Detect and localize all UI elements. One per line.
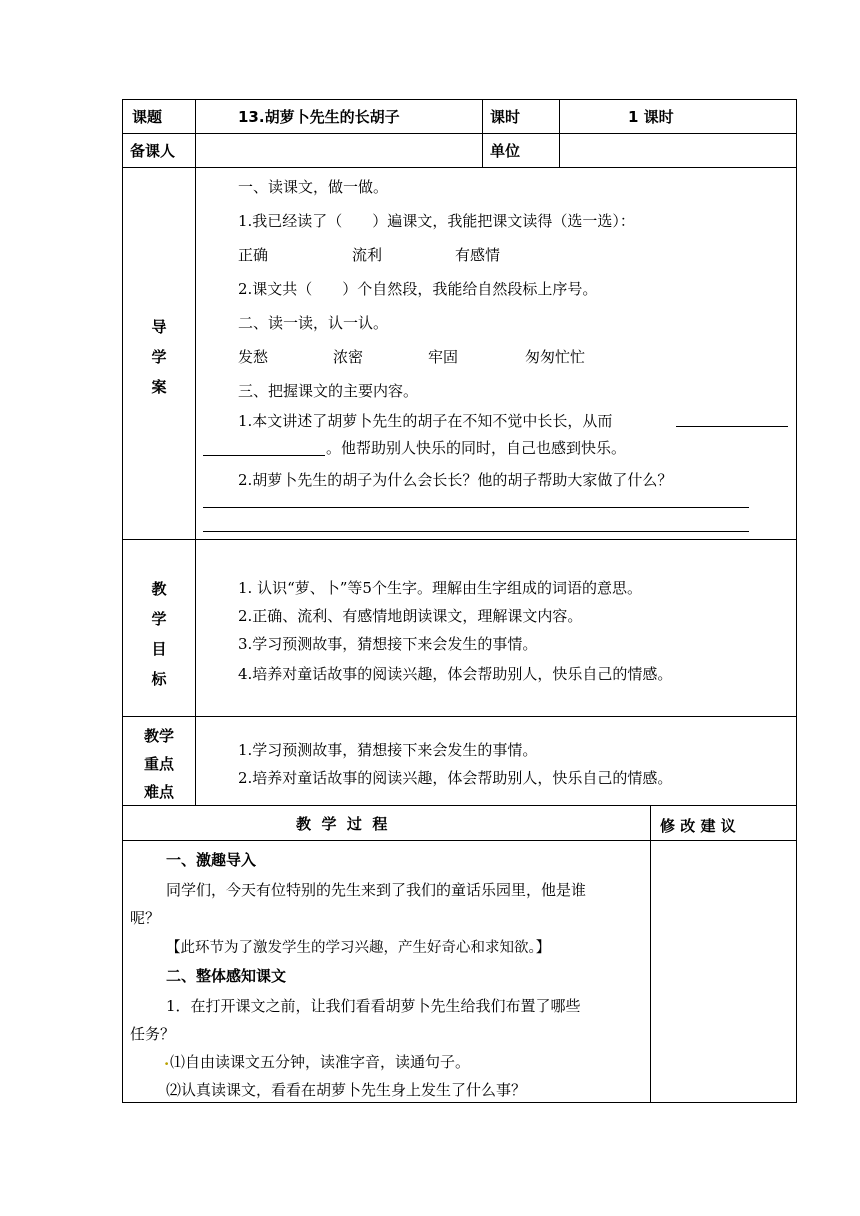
goal-item: 2.正确、流利、有感情地朗读课文，理解课文内容。 — [238, 607, 583, 625]
guide-option: 流利 — [352, 246, 383, 264]
guide-question-2: 2.课文共（ ）个自然段，我能给自然段标上序号。 — [238, 280, 598, 298]
guide-word: 浓密 — [333, 348, 364, 366]
guide-label — [144, 312, 174, 402]
goal-item: 1. 认识“萝、卜”等5个生字。理解由生字组成的词语的意思。 — [238, 579, 642, 597]
topic-value: 13.胡萝卜先生的长胡子 — [238, 108, 400, 126]
keypoints-label — [137, 722, 181, 806]
rule — [122, 539, 797, 540]
guide-option: 有感情 — [455, 246, 501, 264]
goals-label-char: 学 — [151, 610, 167, 628]
rule — [650, 805, 651, 1103]
answer-blank — [203, 455, 325, 456]
keypoints-label-line: 重点 — [143, 755, 174, 773]
rule — [122, 1102, 797, 1103]
topic-label: 课题 — [132, 108, 163, 126]
guide-word: 牢固 — [428, 348, 459, 366]
answer-line — [203, 531, 749, 532]
process-header: 教 学 过 程 — [296, 815, 388, 833]
process-paragraph: 任务？ — [130, 1025, 176, 1043]
unit-label: 单位 — [490, 142, 521, 160]
preparer-label: 备课人 — [130, 142, 176, 160]
guide-summary-line-2: 。他帮助别人快乐的同时，自己也感到快乐。 — [326, 439, 627, 457]
goals-label-char: 目 — [151, 640, 167, 658]
goal-item: 3.学习预测故事，猜想接下来会发生的事情。 — [238, 635, 538, 653]
keypoint-item: 2.培养对童话故事的阅读兴趣，体会帮助别人，快乐自己的情感。 — [238, 769, 673, 787]
process-heading-1: 一、激趣导入 — [166, 851, 257, 869]
guide-label-char: 案 — [151, 378, 167, 396]
guide-option: 正确 — [238, 246, 269, 264]
guide-label-char: 学 — [151, 348, 167, 366]
suggestion-header: 修 改 建 议 — [660, 817, 736, 835]
keypoints-label-line: 教学 — [143, 727, 174, 745]
process-task: ⑵认真读课文，看看在胡萝卜先生身上发生了什么事？ — [166, 1081, 527, 1099]
guide-question-3: 2.胡萝卜先生的胡子为什么会长长？他的胡子帮助大家做了什么？ — [238, 471, 673, 489]
goals-label — [144, 574, 174, 694]
answer-line — [203, 507, 749, 508]
rule — [122, 716, 797, 717]
rule — [796, 99, 797, 1103]
guide-word: 匆匆忙忙 — [525, 348, 586, 366]
process-note: 【此环节为了激发学生的学习兴趣，产生好奇心和求知欲。】 — [166, 940, 551, 956]
answer-blank — [676, 426, 788, 427]
guide-section-2-title: 二、读一读，认一认。 — [238, 314, 389, 332]
process-paragraph: 1．在打开课文之前，让我们看看胡萝卜先生给我们布置了哪些 — [166, 997, 581, 1015]
guide-section-3-title: 三、把握课文的主要内容。 — [238, 382, 419, 400]
goal-item: 4.培养对童话故事的阅读兴趣，体会帮助别人，快乐自己的情感。 — [238, 665, 673, 683]
guide-summary-line-1: 1.本文讲述了胡萝卜先生的胡子在不知不觉中长长，从而 — [238, 412, 613, 430]
rule — [195, 99, 196, 806]
process-paragraph: 呢？ — [130, 909, 161, 927]
rule — [122, 99, 797, 100]
process-heading-2: 二、整体感知课文 — [166, 967, 287, 985]
rule — [122, 133, 797, 134]
keypoints-label-line: 难点 — [143, 783, 174, 801]
process-task: ⑴自由读课文五分钟，读准字音，读通句子。 — [170, 1053, 471, 1071]
guide-word: 发愁 — [238, 348, 269, 366]
rule — [482, 99, 483, 168]
process-paragraph: 同学们，今天有位特别的先生来到了我们的童话乐园里，他是谁 — [166, 881, 587, 899]
guide-question-1: 1.我已经读了（ ）遍课文，我能把课文读得（选一选）： — [238, 212, 635, 230]
goals-label-char: 教 — [151, 580, 167, 598]
rule — [122, 99, 123, 1103]
rule — [122, 167, 797, 168]
guide-section-1-title: 一、读课文，做一做。 — [238, 178, 389, 196]
mark-dot: . — [164, 1051, 170, 1069]
rule — [122, 805, 797, 806]
rule — [122, 840, 797, 841]
guide-label-char: 导 — [151, 318, 167, 336]
goals-label-char: 标 — [151, 670, 167, 688]
keypoint-item: 1.学习预测故事，猜想接下来会发生的事情。 — [238, 741, 538, 759]
period-value: 1 课时 — [628, 108, 674, 126]
rule — [559, 99, 560, 168]
period-label: 课时 — [490, 108, 521, 126]
